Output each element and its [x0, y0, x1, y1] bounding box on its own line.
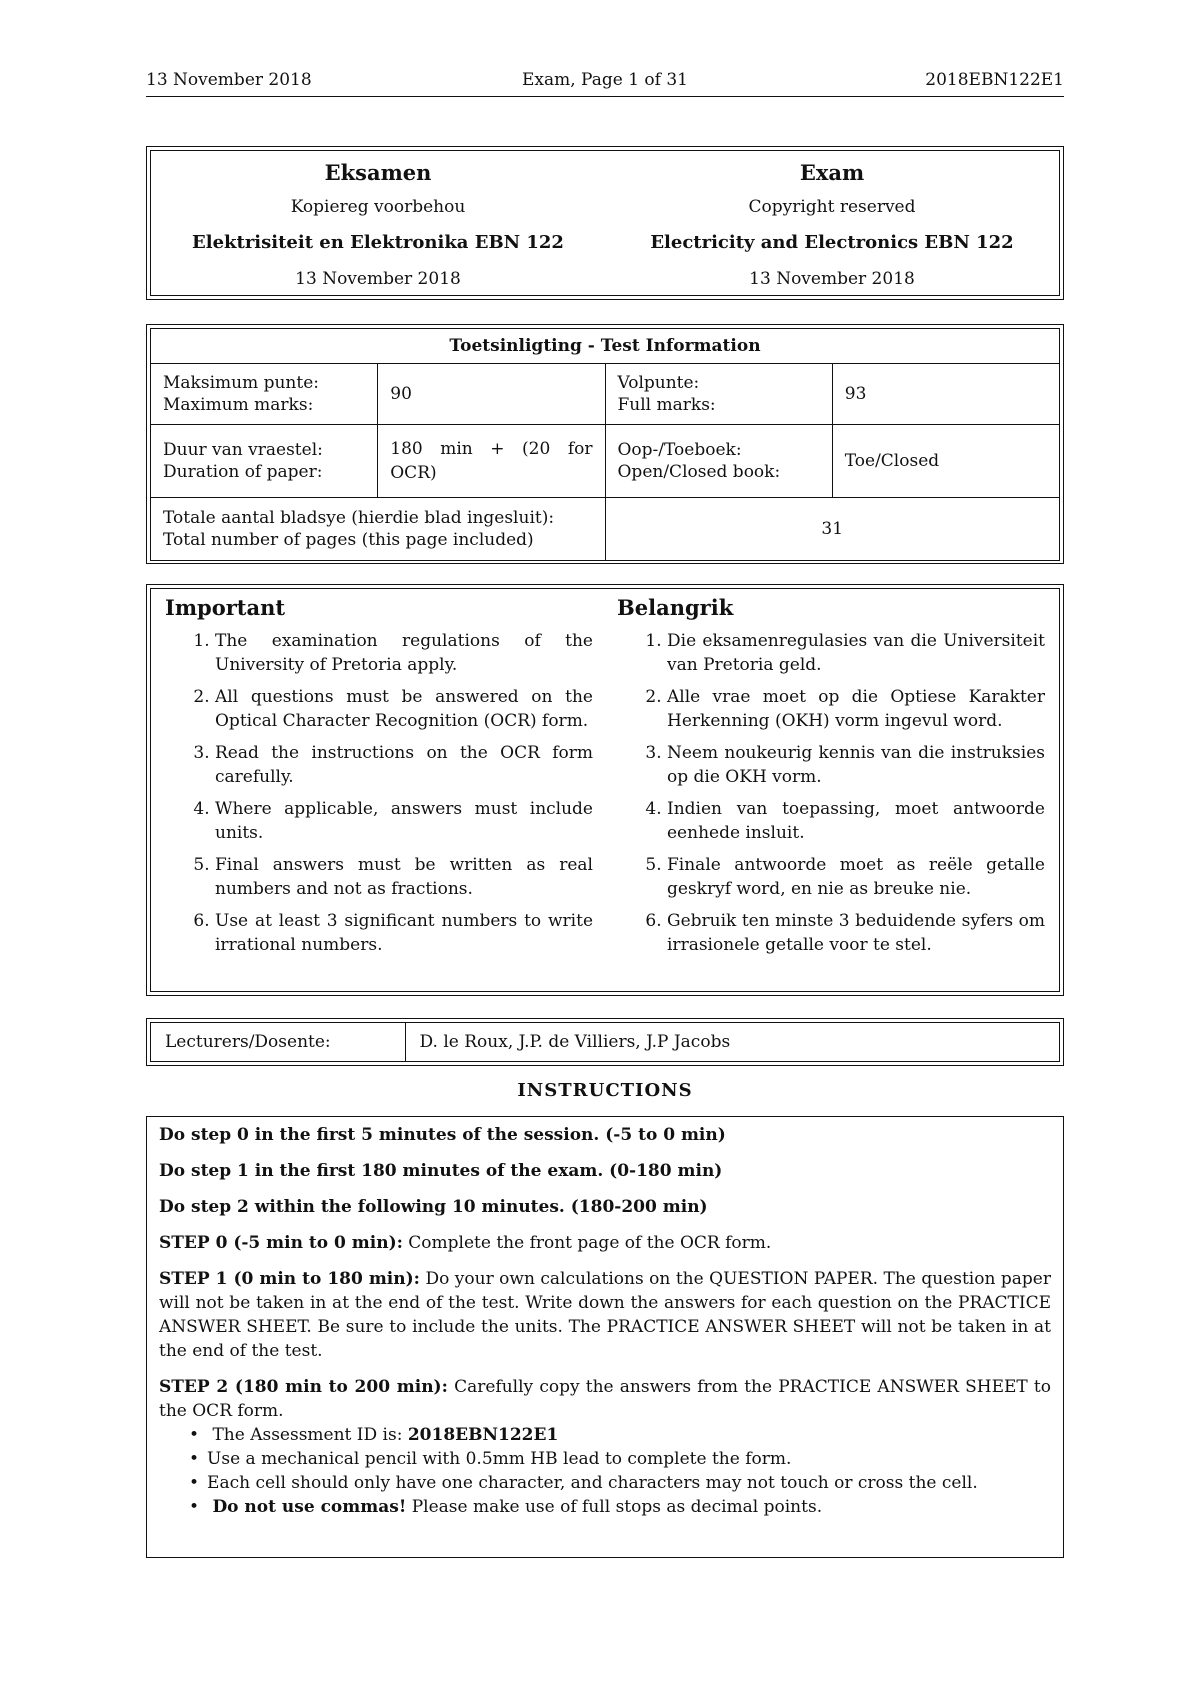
full-marks-value: 93	[832, 364, 1059, 425]
step1-label: STEP 1 (0 min to 180 min):	[159, 1269, 420, 1289]
assessment-id: 2018EBN122E1	[407, 1425, 559, 1445]
running-header	[146, 70, 1064, 97]
list-item: 6. Gebruik ten minste 3 beduidende syfers om irrasionele getalle voor te stel.	[667, 909, 1045, 957]
test-information-table	[150, 328, 1060, 561]
title-column-afrikaans	[151, 151, 605, 295]
exam-date-en: 13 November 2018	[749, 269, 915, 289]
list-item: 1. The examination regulations of the University of Pretoria apply.	[215, 629, 593, 677]
exam-date-af: 13 November 2018	[295, 269, 461, 289]
no-commas-warning: Do not use commas!	[212, 1497, 407, 1517]
max-marks-label-en: Maximum marks:	[163, 395, 314, 415]
list-item	[189, 1423, 1051, 1447]
test-information-heading: Toetsinligting - Test Information	[151, 329, 1060, 364]
test-information-box	[146, 324, 1064, 564]
total-pages-label-af: Totale aantal bladsye (hierdie blad ingesluit):	[163, 508, 555, 528]
step1-paragraph	[159, 1267, 1051, 1363]
list-item: 4. Indien van toepassing, moet antwoorde eenhede insluit.	[667, 797, 1045, 845]
header-exam-code: 2018EBN122E1	[925, 70, 1064, 90]
ocr-bullet-list	[159, 1423, 1051, 1519]
important-box	[146, 584, 1064, 996]
list-item	[189, 1495, 1051, 1519]
instruction-step1-timing: Do step 1 in the first 180 minutes of the exam. (0-180 min)	[159, 1161, 723, 1181]
instruction-step2-timing: Do step 2 within the following 10 minutes. (180-200 min)	[159, 1197, 708, 1217]
important-list-en	[165, 629, 593, 957]
total-pages-value: 31	[605, 498, 1060, 561]
list-item: 1. Die eksamenregulasies van die Universiteit van Pretoria geld.	[667, 629, 1045, 677]
instructions-title: INSTRUCTIONS	[517, 1080, 693, 1101]
title-column-english	[605, 151, 1059, 295]
assessment-id-prefix: The Assessment ID is:	[212, 1425, 403, 1445]
step1-text: Do your own calculations on the QUESTION PAPER. The question paper will not be taken in at the end of the test. Write down the answers for each question on the PRACTICE ANSWER SHEET. Be sure to include the units. The PRACTICE ANSWER SHEET will not be taken in at the end of the test.	[159, 1269, 1051, 1361]
list-item: 2. Alle vrae moet op die Optiese Karakter Herkenning (OKH) vorm ingevul word.	[667, 685, 1045, 733]
max-marks-label-af: Maksimum punte:	[163, 373, 319, 393]
book-type-label-af: Oop-/Toeboek:	[617, 440, 742, 460]
step0-label: STEP 0 (-5 min to 0 min):	[159, 1233, 403, 1253]
list-item: 5. Final answers must be written as real numbers and not as fractions.	[215, 853, 593, 901]
list-item: • Use a mechanical pencil with 0.5mm HB lead to complete the form.	[189, 1447, 1051, 1471]
book-type-label-en: Open/Closed book:	[617, 462, 781, 482]
step2-label: STEP 2 (180 min to 200 min):	[159, 1377, 448, 1397]
important-column-afrikaans	[617, 593, 1045, 965]
step2-paragraph	[159, 1375, 1051, 1423]
instruction-step0-timing: Do step 0 in the first 5 minutes of the session. (-5 to 0 min)	[159, 1125, 726, 1145]
instructions-box	[146, 1116, 1064, 1558]
important-heading: Important	[165, 595, 286, 620]
copyright-af: Kopiereg voorbehou	[290, 197, 466, 217]
step0-text: Complete the front page of the OCR form.	[408, 1233, 772, 1253]
step2-text: Carefully copy the answers from the PRACTICE ANSWER SHEET to the OCR form.	[159, 1377, 1051, 1421]
lecturers-table	[150, 1022, 1060, 1062]
max-marks-value: 90	[378, 364, 605, 425]
duration-label-af: Duur van vraestel:	[163, 440, 323, 460]
duration-value: 180 min + (20 for OCR)	[378, 425, 605, 498]
lecturers-box	[146, 1018, 1064, 1066]
list-item: 3. Neem noukeurig kennis van die instruksies op die OKH vorm.	[667, 741, 1045, 789]
duration-label	[151, 425, 378, 498]
full-marks-label-en: Full marks:	[617, 395, 716, 415]
copyright-en: Copyright reserved	[748, 197, 916, 217]
lecturers-label: Lecturers/Dosente:	[151, 1023, 406, 1062]
course-name-af: Elektrisiteit en Elektronika EBN 122	[192, 232, 564, 253]
total-pages-label	[151, 498, 606, 561]
lecturers-names: D. le Roux, J.P. de Villiers, J.P Jacobs	[405, 1023, 1059, 1062]
list-item: • Each cell should only have one character, and characters may not touch or cross the cell.	[189, 1471, 1051, 1495]
decimal-point-note: Please make use of full stops as decimal points.	[411, 1497, 823, 1517]
header-page-number: Exam, Page 1 of 31	[522, 70, 688, 90]
max-marks-label	[151, 364, 378, 425]
list-item: 6. Use at least 3 significant numbers to write irrational numbers.	[215, 909, 593, 957]
list-item: 4. Where applicable, answers must include units.	[215, 797, 593, 845]
full-marks-label	[605, 364, 832, 425]
course-name-en: Electricity and Electronics EBN 122	[650, 232, 1014, 253]
important-list-af	[617, 629, 1045, 957]
belangrik-heading: Belangrik	[617, 595, 734, 620]
exam-kind-en: Exam	[799, 160, 865, 185]
book-type-value: Toe/Closed	[832, 425, 1059, 498]
list-item: 3. Read the instructions on the OCR form carefully.	[215, 741, 593, 789]
book-type-label	[605, 425, 832, 498]
important-column-english	[165, 593, 593, 965]
list-item: 5. Finale antwoorde moet as reële getalle geskryf word, en nie as breuke nie.	[667, 853, 1045, 901]
header-date: 13 November 2018	[146, 70, 312, 90]
total-pages-label-en: Total number of pages (this page included)	[163, 530, 534, 550]
full-marks-label-af: Volpunte:	[617, 373, 700, 393]
list-item: 2. All questions must be answered on the Optical Character Recognition (OCR) form.	[215, 685, 593, 733]
exam-kind-af: Eksamen	[324, 160, 432, 185]
title-box	[146, 146, 1064, 300]
step0-paragraph	[159, 1231, 1051, 1255]
duration-label-en: Duration of paper:	[163, 462, 323, 482]
